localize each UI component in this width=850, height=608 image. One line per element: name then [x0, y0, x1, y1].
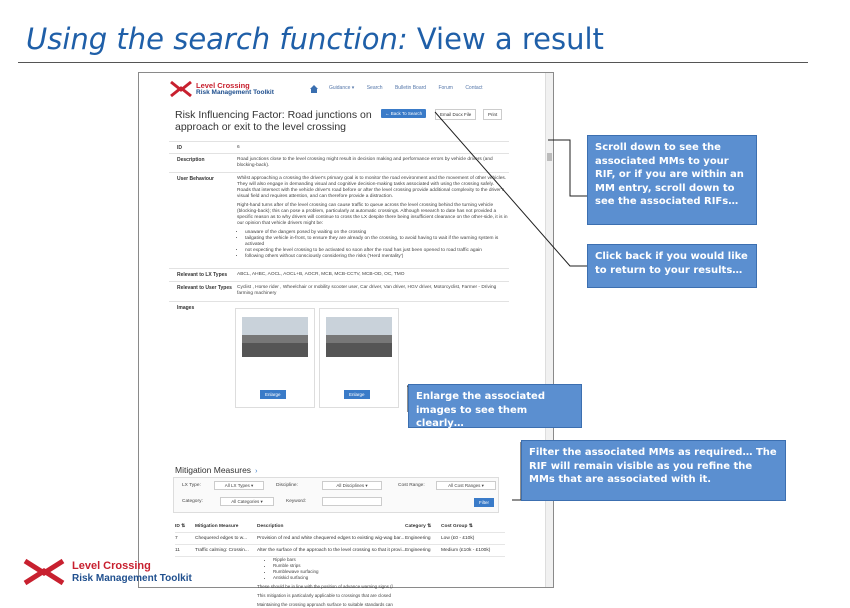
mm-category: Engineering	[405, 548, 431, 553]
footer-logo-title: Level Crossing	[72, 560, 151, 572]
mm-cost: Low (£0 - £10k)	[441, 536, 475, 541]
rif-row-lx-types	[169, 268, 509, 281]
rif-user-types-value: Cyclist , Horse rider , Wheelchair or mobility scooter user, Car driver, Van driver, HGV driver, Motorcyclist, Farmer - Driving farming machinery	[237, 285, 497, 296]
lx-type-select[interactable]: All LX Types ▾	[214, 481, 264, 490]
site-header	[169, 79, 539, 101]
rif-title: Risk Influencing Factor: Road junctions on approach or exit to the level crossing	[175, 109, 372, 133]
mm-id: 11	[175, 548, 180, 553]
site-logo-subtitle: Risk Management Toolkit	[196, 89, 274, 96]
lx-type-label: LX Type:	[182, 483, 201, 488]
rif-id-value: 6	[237, 145, 240, 150]
rif-description-label: Description	[177, 157, 205, 163]
rif-user-behaviour-label: User Behaviour	[177, 176, 214, 182]
col-category-header[interactable]: Category ⇅	[405, 524, 432, 529]
site-logo-title: Level Crossing	[196, 81, 250, 90]
photo-road	[242, 343, 308, 357]
cost-range-select[interactable]: All Cost Ranges ▾	[436, 481, 496, 490]
enlarge-button[interactable]: Enlarge	[344, 390, 370, 399]
crossing-logo-icon	[169, 80, 193, 98]
col-cost-header[interactable]: Cost Group ⇅	[441, 524, 473, 529]
list-item: • Antiskid surfacing	[273, 575, 505, 581]
user-behaviour-paragraph-2: Right-hand turns after of the level crossing can cause traffic to queue across the level crossing behind the turning vehicle (blocking-back); this can pose a problem, particularly at automatic crossings. Although research to date has not provided a specific reason as to why drivers will continue to cross the LX despite there being insufficient clearance on the other-side, it is in our opinion that vehicle drivers might be:	[237, 203, 508, 226]
filter-button[interactable]: Filter	[474, 498, 494, 507]
back-to-search-button[interactable]: ← Back To Search	[381, 109, 426, 118]
mm-table	[175, 521, 505, 608]
user-behaviour-list	[245, 230, 509, 260]
user-behaviour-item: • following others without consciously considering the risks ('Herd mentality')	[245, 254, 509, 260]
callout-enlarge: Enlarge the associated images to see them clearly…	[408, 384, 582, 428]
category-select[interactable]: All Categories ▾	[220, 497, 274, 506]
col-description-header: Description	[257, 524, 284, 529]
crossing-logo-icon	[22, 558, 66, 586]
callout-filter: Filter the associated MMs as required… The RIF will remain visible as you refine the MMs that are associated with it.	[521, 440, 786, 501]
list-item: • Rumblewave surfacing	[273, 569, 505, 575]
mm-id: 7	[175, 536, 178, 541]
crossing-photo[interactable]	[326, 317, 392, 357]
rif-description-value: Road junctions close to the level crossing might result in decision making and performance errors by vehicle drivers (and blocking-back).	[237, 157, 493, 168]
photo-road	[326, 343, 392, 357]
cost-range-label: Cost Range:	[398, 483, 425, 488]
nav-guidance[interactable]: Guidance ▾	[329, 85, 355, 91]
nav-bulletin-board[interactable]: Bulletin Board	[394, 85, 427, 91]
mm-cost: Medium (£10k - £100k)	[441, 548, 491, 553]
keyword-input[interactable]	[322, 497, 382, 506]
list-item: • Ripple bars	[273, 557, 505, 563]
user-behaviour-item: • tailgating the vehicle in-front, to ensure they are already on the crossing, to avoid having to wait if the warning system is activated	[245, 236, 509, 248]
slide-title	[26, 22, 604, 56]
rif-row-description	[169, 153, 509, 172]
photo-sky	[326, 317, 392, 335]
user-behaviour-item: • not expecting the level crossing to be activated so soon after the road has just been opened to road traffic again	[245, 248, 509, 254]
title-divider	[18, 62, 808, 63]
mm-description: Provision of red and white chequered edges to existing wig-wag bar...	[257, 536, 405, 541]
list-item: • Rumble strips	[273, 563, 505, 569]
mm-extra-line: This mitigation is particularly applicable to crossings that are closed	[257, 593, 392, 598]
site-logo[interactable]	[169, 79, 279, 99]
footer-logo	[22, 557, 192, 587]
mm-surface-list	[273, 557, 505, 581]
chevron-right-icon[interactable]: ›	[255, 468, 258, 475]
category-label: Category:	[182, 499, 203, 504]
col-id-header[interactable]: ID ⇅	[175, 524, 186, 529]
image-card	[319, 308, 399, 408]
callout-scroll: Scroll down to see the associated MMs to your RIF, or if you are within an MM entry, scroll down to see the associated RIFs…	[587, 135, 757, 225]
slide-title-rest: View a result	[416, 22, 604, 56]
rif-user-types-label: Relevant to User Types	[177, 285, 232, 291]
home-icon[interactable]	[309, 84, 319, 94]
rif-row-id	[169, 141, 509, 153]
mm-extra-line: Maintaining the crossing approach surface to suitable standards can	[257, 602, 393, 607]
mitigation-measures-title	[175, 465, 257, 475]
scrollbar[interactable]	[545, 73, 553, 587]
site-nav	[329, 85, 494, 91]
mm-row-details	[175, 557, 505, 608]
rif-row-user-behaviour	[169, 172, 509, 268]
rif-lx-types-label: Relevant to LX Types	[177, 272, 228, 278]
enlarge-button[interactable]: Enlarge	[260, 390, 286, 399]
rif-images-label: Images	[177, 305, 195, 311]
mm-measure[interactable]: Chequered edges to w...	[195, 536, 248, 541]
callout-back: Click back if you would like to return to your results…	[587, 244, 757, 288]
photo-sky	[242, 317, 308, 335]
table-row[interactable]	[175, 533, 505, 545]
mm-extra-line: These should be in line with the position of advance warning signs (l	[257, 584, 393, 589]
browser-screenshot	[138, 72, 554, 607]
slide-title-italic: Using the search function:	[26, 22, 408, 56]
mitigation-measures-heading: Mitigation Measures	[175, 465, 252, 475]
keyword-label: Keyword:	[286, 499, 306, 504]
print-button[interactable]: Print	[483, 109, 502, 120]
user-behaviour-paragraph-1: Whilst approaching a crossing the driver's primary goal is to monitor the road environment and the movement of other vehicles. They will also engage in demanding visual and cognitive decision-making tasks associated with using the crossing safely. Roads that intersect with the vehicle driver's road before or after the level crossing provide additional complexity to the driver's visual field and requires attention, and can therefore provide a distraction.	[237, 176, 507, 199]
rif-row-user-types	[169, 281, 509, 301]
rif-details	[169, 141, 509, 423]
crossing-photo[interactable]	[242, 317, 308, 357]
discipline-select[interactable]: All Disciplines ▾	[322, 481, 382, 490]
rif-id-label: ID	[177, 145, 182, 151]
scrollbar-thumb[interactable]	[547, 153, 552, 161]
user-behaviour-item: • unaware of the dangers posed by waiting on the crossing	[245, 230, 509, 236]
col-measure-header: Mitigation Measure	[195, 524, 239, 529]
nav-forum[interactable]: Forum	[438, 85, 453, 91]
mm-measure[interactable]: Traffic calming: Crossin...	[195, 548, 249, 553]
nav-contact[interactable]: Contact	[465, 85, 483, 91]
rif-user-behaviour-value	[237, 176, 509, 260]
table-row[interactable]	[175, 545, 505, 557]
mm-filter-panel	[173, 477, 499, 513]
nav-search[interactable]: Search	[366, 85, 383, 91]
footer-logo-subtitle: Risk Management Toolkit	[72, 573, 192, 584]
mm-description: Alter the surface of the approach to the level crossing so that it provi...	[257, 548, 406, 553]
mm-table-header	[175, 521, 505, 533]
image-card	[235, 308, 315, 408]
mm-category: Engineering	[405, 536, 431, 541]
discipline-label: Discipline:	[276, 483, 298, 488]
email-docx-button[interactable]: Email Docx File	[435, 109, 476, 120]
rif-lx-types-value: ABCL, AHBC, AOCL, AOCL+B, AOCR, MCB, MCB-CCTV, MCB-OD, OC, TMO	[237, 272, 405, 277]
